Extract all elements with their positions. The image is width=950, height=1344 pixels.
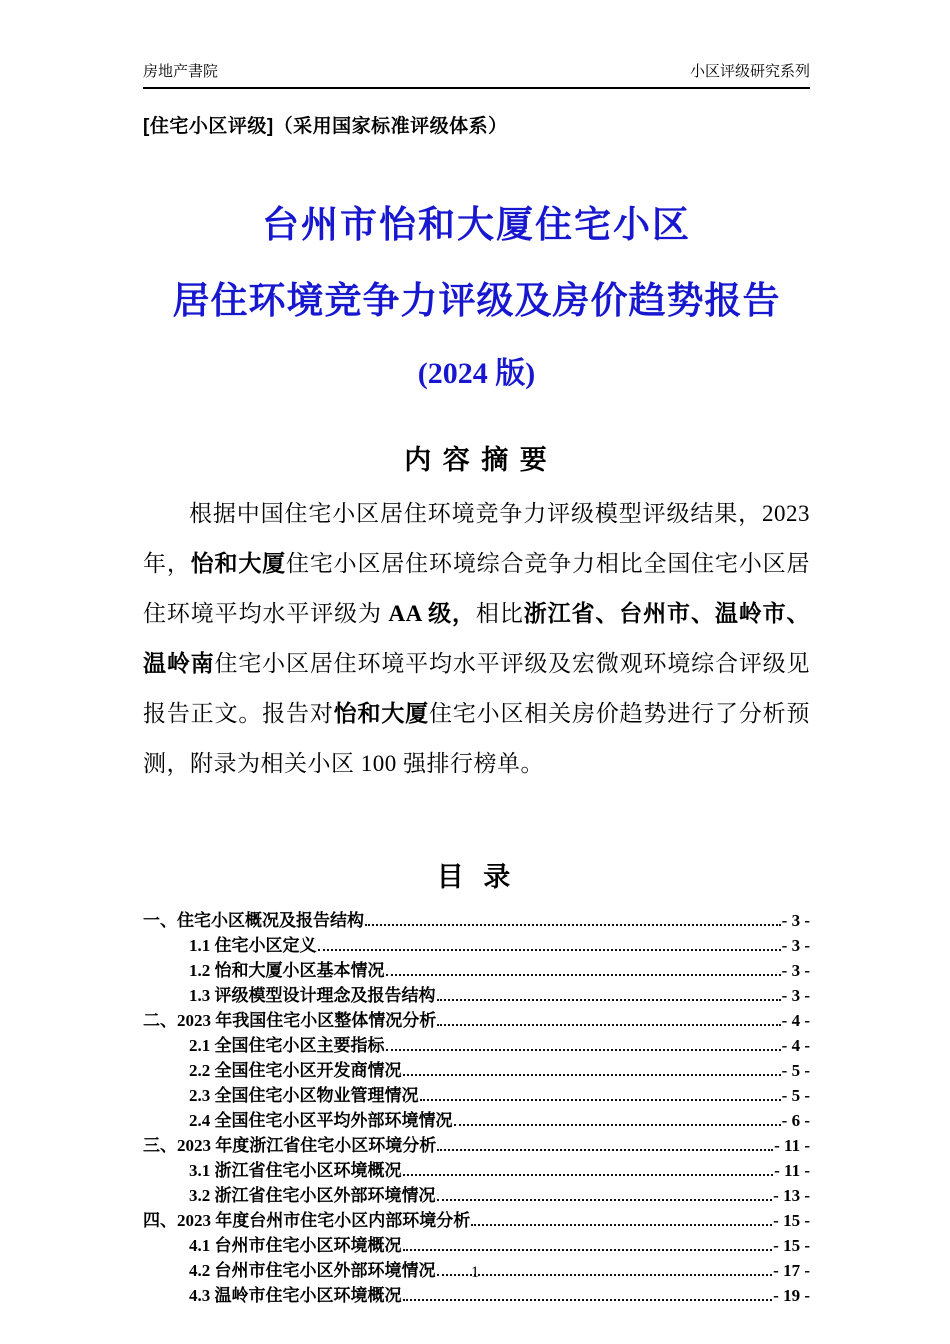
toc-item	[143, 1133, 810, 1158]
toc-item	[143, 1058, 810, 1083]
toc-item-label: 1.1 住宅小区定义	[189, 936, 317, 955]
toc-item-label: 1.2 怡和大厦小区基本情况	[189, 961, 385, 980]
report-title-block	[143, 194, 810, 392]
toc-dot-leader	[437, 1024, 780, 1026]
toc-dot-leader	[437, 1149, 773, 1151]
report-title-line1: 台州市怡和大厦住宅小区	[262, 205, 691, 246]
toc-dot-leader	[454, 1124, 781, 1126]
toc-item	[143, 1158, 810, 1183]
toc-item-label: 4.1 台州市住宅小区环境概况	[189, 1236, 402, 1255]
toc-item-label: 四、2023 年度台州市住宅小区内部环境分析	[143, 1211, 471, 1230]
toc-item-label: 二、2023 年我国住宅小区整体情况分析	[143, 1011, 437, 1030]
summary-text: 住宅小区相关房价趋势进行了分析预测，附录为相关小区 100 强排行榜单。	[143, 701, 811, 776]
toc-dot-leader	[386, 1049, 781, 1051]
toc-item-page: - 19 -	[773, 1286, 810, 1305]
toc-item	[143, 1183, 810, 1208]
toc-item	[143, 1233, 810, 1258]
toc-item	[143, 1208, 810, 1233]
header-left-label: 房地产書院	[143, 63, 219, 80]
header-right-label: 小区评级研究系列	[689, 63, 810, 80]
toc-item	[143, 1283, 810, 1308]
toc-item-page: - 6 -	[781, 1111, 810, 1130]
toc-item-page: - 3 -	[781, 936, 810, 955]
report-title-line2: 居住环境竞争力评级及房价趋势报告	[172, 281, 781, 322]
toc-dot-leader	[365, 924, 781, 926]
toc-item-page: - 15 -	[773, 1236, 810, 1255]
toc-item	[143, 983, 810, 1008]
toc-item	[143, 908, 810, 933]
summary-text-emphasis: 浙江省、台州市、温岭市、温岭南	[143, 601, 810, 676]
toc-dot-leader	[403, 1299, 773, 1301]
summary-text: 相比	[475, 601, 524, 626]
summary-text: 住宅小区居住环境平均水平评级及宏微观环境综合评级见报告正文。报告对	[143, 651, 810, 726]
toc-item-label: 2.1 全国住宅小区主要指标	[189, 1036, 385, 1055]
toc-dot-leader	[403, 1249, 773, 1251]
toc-item-page: - 11 -	[774, 1136, 810, 1155]
toc-item	[143, 1008, 810, 1033]
toc-item-page: - 3 -	[781, 911, 810, 930]
toc-item-page: - 5 -	[781, 1086, 810, 1105]
toc-item-label: 3.1 浙江省住宅小区环境概况	[189, 1161, 402, 1180]
toc-item	[143, 958, 810, 983]
toc-list	[143, 908, 810, 1308]
toc-item-label: 3.2 浙江省住宅小区外部环境情况	[189, 1186, 436, 1205]
toc-item-label: 1.3 评级模型设计理念及报告结构	[189, 986, 436, 1005]
toc-item-page: - 3 -	[781, 986, 810, 1005]
toc-item-page: - 17 -	[773, 1261, 810, 1280]
toc-item-page: - 4 -	[781, 1011, 810, 1030]
toc-item-label: 4.2 台州市住宅小区外部环境情况	[189, 1261, 436, 1280]
toc-dot-leader	[403, 1074, 781, 1076]
toc-item-label: 三、2023 年度浙江省住宅小区环境分析	[143, 1136, 437, 1155]
toc-item	[143, 1083, 810, 1108]
page-number: 1	[471, 1264, 479, 1281]
toc-item-page: - 3 -	[781, 961, 810, 980]
summary-text: 住宅小区居住环境综合竞争力相比全国住宅小区居住环境平均水平评级为	[143, 551, 811, 626]
rating-system-tagline: [住宅小区评级]（采用国家标准评级体系）	[143, 116, 508, 137]
toc-dot-leader	[318, 949, 781, 951]
toc-item-label: 2.2 全国住宅小区开发商情况	[189, 1061, 402, 1080]
toc-item	[143, 1108, 810, 1133]
toc-item-label: 2.3 全国住宅小区物业管理情况	[189, 1086, 419, 1105]
toc-item-page: - 11 -	[774, 1161, 810, 1180]
toc-item-label: 2.4 全国住宅小区平均外部环境情况	[189, 1111, 453, 1130]
summary-text-emphasis: AA 级，	[388, 601, 476, 626]
toc-item-label: 4.3 温岭市住宅小区环境概况	[189, 1286, 402, 1305]
toc-item-page: - 5 -	[781, 1061, 810, 1080]
toc-dot-leader	[437, 999, 781, 1001]
summary-heading: 内 容 摘 要	[404, 445, 549, 475]
toc-dot-leader	[437, 1199, 773, 1201]
toc-dot-leader	[386, 974, 781, 976]
toc-item-page: - 13 -	[773, 1186, 810, 1205]
toc-dot-leader	[471, 1224, 772, 1226]
toc-dot-leader	[420, 1099, 781, 1101]
summary-text: 根据中国住宅小区居住环境竞争力评级模型评级结果，2023 年，	[143, 501, 810, 576]
toc-heading: 目 录	[436, 862, 517, 892]
summary-text-emphasis: 怡和大厦	[333, 701, 430, 726]
toc-item-page: - 15 -	[773, 1211, 810, 1230]
toc-item-page: - 4 -	[781, 1036, 810, 1055]
toc-item-label: 一、住宅小区概况及报告结构	[143, 911, 364, 930]
toc-item	[143, 1033, 810, 1058]
toc-dot-leader	[403, 1174, 774, 1176]
summary-paragraph	[143, 489, 810, 789]
report-edition: (2024 版)	[417, 357, 536, 390]
toc-item	[143, 933, 810, 958]
summary-text-emphasis: 怡和大厦	[190, 551, 287, 576]
running-header	[143, 60, 810, 89]
